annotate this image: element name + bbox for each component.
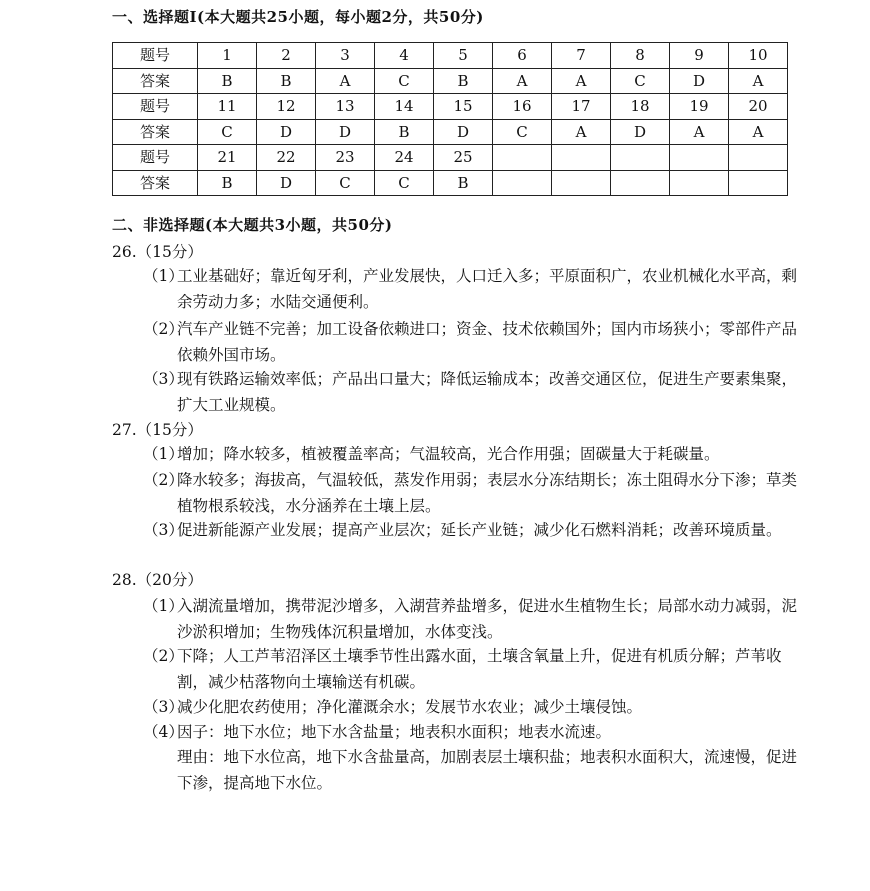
question-no-cell: 6: [493, 43, 552, 69]
empty-cell: [670, 170, 729, 196]
item-number: （2）: [143, 471, 184, 489]
empty-cell: [729, 170, 788, 196]
table-row: [113, 170, 788, 196]
row-label-question-no: 题号: [113, 145, 198, 171]
question-no-cell: 10: [729, 43, 788, 69]
section2-title: 二、非选择题(本大题共3小题，共50分): [112, 216, 393, 234]
question-no-cell: 1: [198, 43, 257, 69]
question-no-cell: 4: [375, 43, 434, 69]
table-row: [113, 94, 788, 120]
question-no-cell: 11: [198, 94, 257, 120]
answer-cell: D: [434, 119, 493, 145]
question-no-cell: 16: [493, 94, 552, 120]
question-no-cell: 17: [552, 94, 611, 120]
item-number: （2）: [143, 647, 184, 665]
q28-item-3: [143, 694, 803, 720]
q28-item-2: [143, 643, 803, 695]
answer-cell: B: [198, 170, 257, 196]
empty-cell: [611, 145, 670, 171]
question-no-cell: 23: [316, 145, 375, 171]
question-no-cell: 13: [316, 94, 375, 120]
question-no-cell: 18: [611, 94, 670, 120]
row-label-question-no: 题号: [113, 94, 198, 120]
table-row: [113, 68, 788, 94]
item-text: 汽车产业链不完善；加工设备依赖进口；资金、技术依赖国外；国内市场狭小；零部件产品依赖外国市场。: [177, 320, 798, 364]
question-no-cell: 5: [434, 43, 493, 69]
q28-reason: 理由：地下水位高，地下水含盐量高，加剧表层土壤积盐；地表积水面积大，流速慢，促进下渗，提高地下水位。: [177, 748, 798, 792]
answer-cell: B: [434, 170, 493, 196]
q26-item-1: [143, 263, 803, 315]
answer-cell: B: [434, 68, 493, 94]
answer-cell: B: [198, 68, 257, 94]
question-no-cell: 22: [257, 145, 316, 171]
item-number: （1）: [143, 267, 184, 285]
question-no-cell: 19: [670, 94, 729, 120]
question-no-cell: 14: [375, 94, 434, 120]
answer-cell: D: [670, 68, 729, 94]
answer-cell: C: [611, 68, 670, 94]
answer-cell: A: [316, 68, 375, 94]
answer-cell: C: [493, 119, 552, 145]
answer-cell: D: [257, 170, 316, 196]
table-row: [113, 119, 788, 145]
item-text: 增加；降水较多，植被覆盖率高；气温较高，光合作用强；固碳量大于耗碳量。: [177, 445, 720, 463]
item-number: （2）: [143, 320, 184, 338]
question-no-cell: 24: [375, 145, 434, 171]
question-27-heading: 27.（15分）: [112, 421, 203, 439]
q26-item-2: [143, 316, 803, 368]
item-number: （3）: [143, 370, 184, 388]
q27-item-1: [143, 441, 803, 467]
item-number: （1）: [143, 597, 184, 615]
question-26-heading: 26.（15分）: [112, 243, 203, 261]
answer-cell: A: [493, 68, 552, 94]
item-text: 下降；人工芦苇沼泽区土壤季节性出露水面，土壤含氧量上升，促进有机质分解；芦苇收割，减少枯落物向土壤输送有机碳。: [177, 647, 782, 691]
answer-cell: C: [375, 170, 434, 196]
answer-cell: D: [257, 119, 316, 145]
empty-cell: [552, 170, 611, 196]
item-number: （3）: [143, 698, 184, 716]
item-text: 促进新能源产业发展；提高产业层次；延长产业链；减少化石燃料消耗；改善环境质量。: [177, 521, 782, 539]
answer-cell: D: [611, 119, 670, 145]
question-no-cell: 12: [257, 94, 316, 120]
q26-item-3: [143, 366, 803, 418]
empty-cell: [670, 145, 729, 171]
row-label-answer: 答案: [113, 119, 198, 145]
empty-cell: [493, 145, 552, 171]
empty-cell: [552, 145, 611, 171]
question-no-cell: 8: [611, 43, 670, 69]
answer-table: [112, 42, 788, 196]
q28-item-4: [143, 719, 803, 745]
answer-cell: B: [257, 68, 316, 94]
item-text: 工业基础好；靠近匈牙利，产业发展快，人口迁入多；平原面积广，农业机械化水平高，剩余劳动力多；水陆交通便利。: [177, 267, 798, 311]
answer-cell: D: [316, 119, 375, 145]
question-28-heading: 28.（20分）: [112, 571, 203, 589]
item-text: 现有铁路运输效率低；产品出口量大；降低运输成本；改善交通区位，促进生产要素集聚，扩大工业规模。: [177, 370, 798, 414]
answer-cell: A: [729, 68, 788, 94]
question-no-cell: 3: [316, 43, 375, 69]
question-no-cell: 25: [434, 145, 493, 171]
answer-cell: A: [670, 119, 729, 145]
table-row: [113, 145, 788, 171]
q27-item-3: [143, 517, 803, 543]
q27-item-2: [143, 467, 803, 519]
answer-cell: C: [316, 170, 375, 196]
item-number: （4）: [143, 723, 184, 741]
empty-cell: [493, 170, 552, 196]
question-no-cell: 2: [257, 43, 316, 69]
answer-cell: A: [552, 68, 611, 94]
row-label-answer: 答案: [113, 170, 198, 196]
item-text: 因子：地下水位；地下水含盐量；地表积水面积；地表水流速。: [177, 723, 612, 741]
question-no-cell: 15: [434, 94, 493, 120]
answer-cell: A: [552, 119, 611, 145]
q28-item-1: [143, 593, 803, 645]
question-no-cell: 20: [729, 94, 788, 120]
item-number: （3）: [143, 521, 184, 539]
answer-cell: B: [375, 119, 434, 145]
row-label-answer: 答案: [113, 68, 198, 94]
row-label-question-no: 题号: [113, 43, 198, 69]
table-row: [113, 43, 788, 69]
item-text: 减少化肥农药使用；净化灌溉余水；发展节水农业；减少土壤侵蚀。: [177, 698, 643, 716]
empty-cell: [729, 145, 788, 171]
question-no-cell: 21: [198, 145, 257, 171]
section1-title: 一、选择题Ⅰ(本大题共25小题，每小题2分，共50分): [112, 8, 484, 26]
item-text: 入湖流量增加，携带泥沙增多，入湖营养盐增多，促进水生植物生长；局部水动力减弱，泥沙淤积增加；生物残体沉积量增加，水体变浅。: [177, 597, 798, 641]
question-no-cell: 7: [552, 43, 611, 69]
empty-cell: [611, 170, 670, 196]
answer-cell: A: [729, 119, 788, 145]
item-text: 降水较多；海拔高，气温较低，蒸发作用弱；表层水分冻结期长；冻土阻碍水分下渗；草类植物根系较浅，水分涵养在土壤上层。: [177, 471, 798, 515]
answer-cell: C: [375, 68, 434, 94]
item-number: （1）: [143, 445, 184, 463]
question-no-cell: 9: [670, 43, 729, 69]
answer-cell: C: [198, 119, 257, 145]
